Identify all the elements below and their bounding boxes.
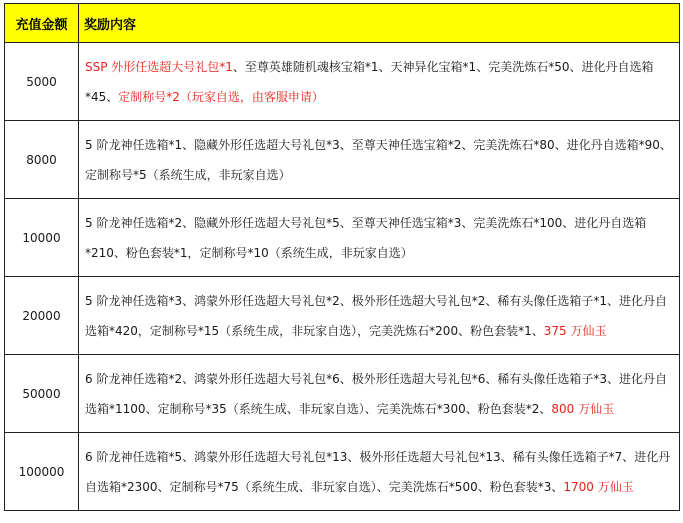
header-recharge-amount: 充值金额	[5, 4, 79, 43]
reward-text-segment: 、至尊英雄随机魂核宝箱*1、天神异化宝箱*1、完美洗炼石*50、进化丹自选箱*45、	[85, 60, 654, 104]
table-body	[5, 43, 680, 511]
reward-text-segment: 800 万仙玉	[551, 402, 615, 416]
reward-text-segment: 5 阶龙神任选箱*3、鸿蒙外形任选超大号礼包*2、极外形任选超大号礼包*2、稀有头像任选箱子*1、进化丹自选箱*420，定制称号*15（系统生成，非玩家自选），完美洗炼石*200、粉色套装*1、	[85, 294, 667, 338]
reward-text-segment: 375 万仙玉	[543, 324, 607, 338]
recharge-amount-cell: 20000	[5, 277, 79, 355]
header-reward-content: 奖励内容	[79, 4, 680, 43]
table-row	[5, 199, 680, 277]
table-header	[5, 4, 680, 43]
reward-content-cell	[79, 199, 680, 277]
reward-content-cell	[79, 433, 680, 511]
recharge-amount-cell: 50000	[5, 355, 79, 433]
table-row	[5, 277, 680, 355]
reward-text-segment: 1700 万仙玉	[563, 480, 634, 494]
reward-text-segment: 5 阶龙神任选箱*1、隐藏外形任选超大号礼包*3、至尊天神任选宝箱*2、完美洗炼石*80、进化丹自选箱*90、定制称号*5（系统生成，非玩家自选）	[85, 138, 672, 182]
header-row	[5, 4, 680, 43]
table-row	[5, 121, 680, 199]
recharge-amount-cell: 5000	[5, 43, 79, 121]
reward-text-segment: 6 阶龙神任选箱*5、鸿蒙外形任选超大号礼包*13、极外形任选超大号礼包*13、稀有头像任选箱子*7、进化丹自选箱*2300、定制称号*75（系统生成、非玩家自选）、完美洗炼石*500、粉色套装*3、	[85, 450, 671, 494]
reward-content-cell	[79, 355, 680, 433]
table-row	[5, 355, 680, 433]
recharge-reward-table	[4, 3, 680, 511]
reward-content-cell	[79, 121, 680, 199]
reward-content-cell	[79, 43, 680, 121]
reward-text-segment: 5 阶龙神任选箱*2、隐藏外形任选超大号礼包*5、至尊天神任选宝箱*3、完美洗炼石*100、进化丹自选箱*210、粉色套装*1，定制称号*10（系统生成，非玩家自选）	[85, 216, 647, 260]
recharge-amount-cell: 100000	[5, 433, 79, 511]
reward-text-segment: 定制称号*2（玩家自选，由客服申请）	[118, 90, 324, 104]
reward-text-segment: 6 阶龙神任选箱*2、鸿蒙外形任选超大号礼包*6、极外形任选超大号礼包*6、稀有头像任选箱子*3、进化丹自选箱*1100、定制称号*35（系统生成、非玩家自选）、完美洗炼石*300、粉色套装*2、	[85, 372, 667, 416]
recharge-amount-cell: 10000	[5, 199, 79, 277]
table-row	[5, 433, 680, 511]
reward-text-segment: SSP 外形任选超大号礼包*1	[85, 60, 233, 74]
table-row	[5, 43, 680, 121]
reward-content-cell	[79, 277, 680, 355]
recharge-amount-cell: 8000	[5, 121, 79, 199]
